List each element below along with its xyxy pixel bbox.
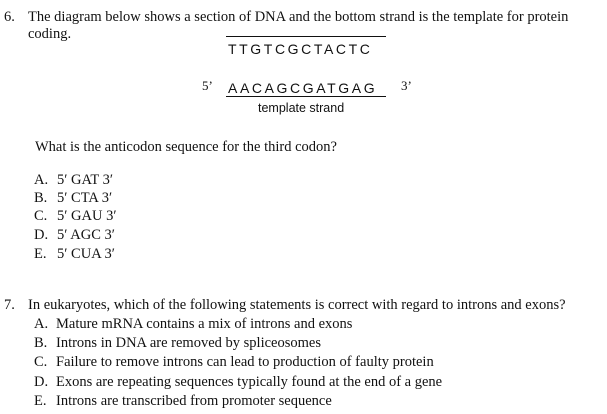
option-text: Mature mRNA contains a mix of introns and exons xyxy=(56,316,353,332)
option-letter: B. xyxy=(34,190,48,206)
option-letter: A. xyxy=(34,172,49,188)
q6-option-e[interactable] xyxy=(34,246,115,262)
q6-question: What is the anticodon sequence for the third codon? xyxy=(35,139,337,155)
option-letter: A. xyxy=(34,316,49,332)
three-prime-label: 3’ xyxy=(401,78,412,93)
option-text: Introns are transcribed from promoter sequence xyxy=(56,393,332,409)
option-text: Exons are repeating sequences typically found at the end of a gene xyxy=(56,374,443,390)
option-text: 5′ CUA 3′ xyxy=(57,246,115,262)
q7-option-b[interactable] xyxy=(34,335,321,351)
q6-option-a[interactable] xyxy=(34,172,114,188)
option-letter: E. xyxy=(34,393,47,409)
q7-option-c[interactable] xyxy=(34,354,434,370)
option-text: 5′ GAU 3′ xyxy=(57,208,117,224)
top-strand-rule xyxy=(226,36,386,37)
q6-option-c[interactable] xyxy=(34,208,117,224)
option-text: 5′ CTA 3′ xyxy=(57,190,113,206)
q6-option-b[interactable] xyxy=(34,190,113,206)
q7-option-d[interactable] xyxy=(34,374,443,390)
five-prime-label: 5’ xyxy=(202,78,213,93)
option-text: 5′ AGC 3′ xyxy=(57,227,115,243)
q6-stem-line1: The diagram below shows a section of DNA and the bottom strand is the template for protein xyxy=(28,9,569,25)
q6-number: 6. xyxy=(4,9,15,25)
bottom-strand-rule xyxy=(226,96,386,97)
option-letter: C. xyxy=(34,208,48,224)
bottom-strand-sequence: AACAGCGATGAG xyxy=(228,80,378,96)
q7-option-e[interactable] xyxy=(34,393,332,409)
option-letter: D. xyxy=(34,374,49,390)
option-text: Failure to remove introns can lead to production of faulty protein xyxy=(56,354,434,370)
q7-stem: In eukaryotes, which of the following statements is correct with regard to introns and exons? xyxy=(28,297,566,313)
q6-stem-line2: coding. xyxy=(28,26,72,42)
option-letter: E. xyxy=(34,246,47,262)
option-letter: C. xyxy=(34,354,48,370)
option-letter: D. xyxy=(34,227,49,243)
q6-option-d[interactable] xyxy=(34,227,115,243)
option-letter: B. xyxy=(34,335,48,351)
q7-option-a[interactable] xyxy=(34,316,353,332)
option-text: Introns in DNA are removed by spliceosomes xyxy=(56,335,321,351)
template-strand-label: template strand xyxy=(258,101,345,115)
q7-number: 7. xyxy=(4,297,15,313)
top-strand-sequence: TTGTCGCTACTC xyxy=(228,41,373,57)
option-text: 5′ GAT 3′ xyxy=(57,172,114,188)
